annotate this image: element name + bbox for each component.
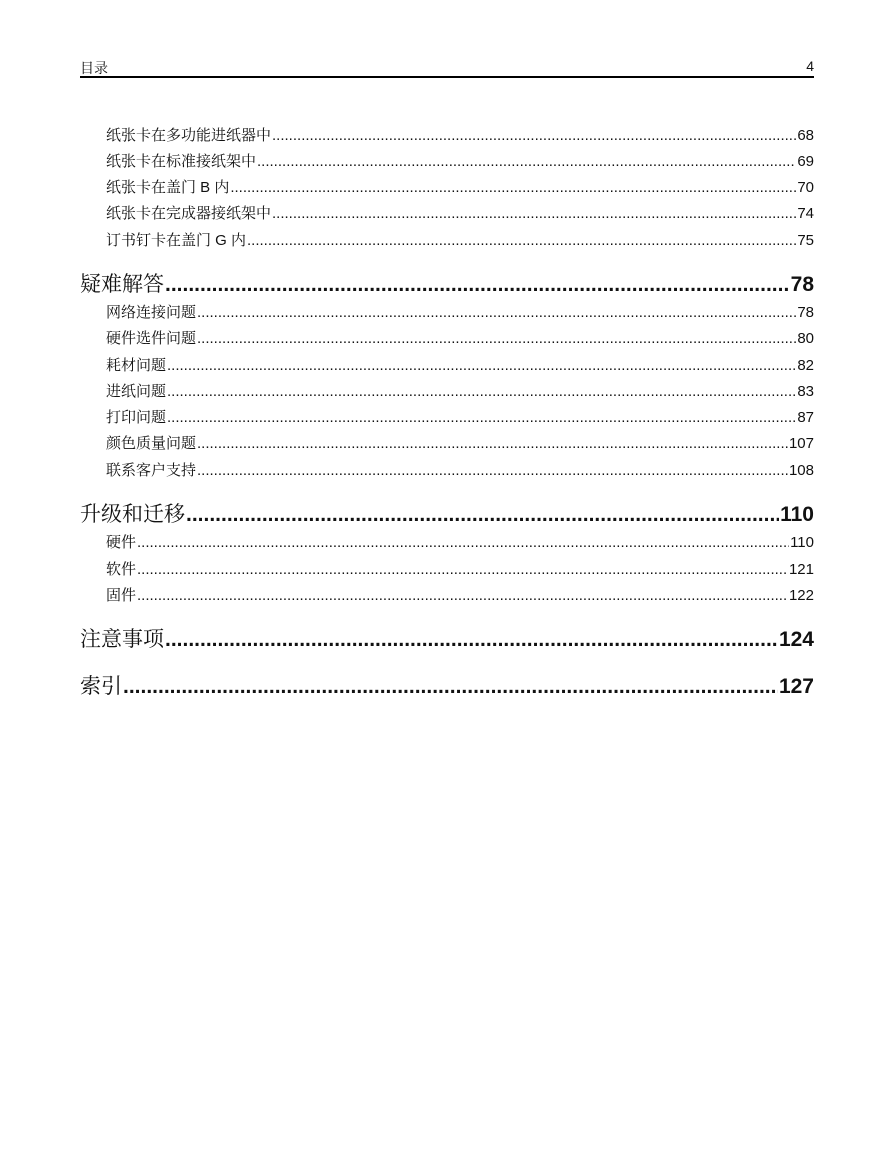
toc-section-page: 78 — [790, 273, 814, 296]
toc-entry-page: 78 — [797, 304, 814, 321]
toc-leader-dots — [247, 232, 796, 249]
toc-leader-dots — [167, 409, 796, 426]
toc-entry-page: 83 — [797, 383, 814, 400]
toc-leader-dots — [197, 304, 796, 321]
toc-section-label: 升级和迁移 — [80, 503, 185, 526]
toc-entry-label: 打印问题 — [106, 409, 167, 426]
toc-entry[interactable] — [106, 301, 814, 321]
toc-section-entry[interactable] — [80, 268, 814, 296]
toc-entry-label: 纸张卡在标准接纸架中 — [106, 153, 257, 170]
toc-section-label: 注意事项 — [80, 628, 164, 651]
toc-entry[interactable] — [106, 380, 814, 400]
toc-entry-label: 耗材问题 — [106, 357, 167, 374]
toc-entry-page: 121 — [788, 561, 814, 578]
header-title: 目录 — [80, 60, 108, 76]
toc-entry-label: 硬件 — [106, 534, 137, 551]
toc-entry-page: 110 — [790, 534, 814, 551]
toc-entry-page: 70 — [797, 179, 814, 196]
toc-entry-page: 82 — [797, 357, 814, 374]
toc-entry-page: 74 — [797, 205, 814, 222]
toc-entry-page: 122 — [788, 587, 814, 604]
toc-entry-label: 网络连接问题 — [106, 304, 197, 321]
toc-entry-label: 订书钉卡在盖门 G 内 — [106, 232, 247, 249]
toc-entry[interactable] — [106, 558, 814, 578]
toc-leader-dots — [257, 153, 796, 170]
toc-leader-dots — [197, 462, 788, 479]
toc-entry-page: 87 — [797, 409, 814, 426]
toc-section-page: 127 — [778, 675, 814, 698]
toc-section-entry[interactable] — [80, 498, 814, 526]
toc-entry[interactable] — [106, 531, 814, 551]
toc-leader-dots — [197, 435, 788, 452]
toc-section-page: 110 — [780, 503, 814, 526]
toc-leader-dots — [137, 534, 789, 551]
toc-entry-label: 硬件选件问题 — [106, 330, 197, 347]
toc-entry-page: 69 — [797, 153, 814, 170]
toc-leader-dots — [165, 273, 790, 296]
toc-entry-label: 纸张卡在盖门 B 内 — [106, 179, 230, 196]
toc-leader-dots — [186, 503, 779, 526]
toc-section-entry[interactable] — [80, 623, 814, 651]
page-header — [80, 58, 814, 78]
toc-leader-dots — [165, 628, 778, 651]
toc-leader-dots — [272, 127, 796, 144]
toc-entry[interactable] — [106, 327, 814, 347]
toc-section-label: 疑难解答 — [80, 273, 164, 296]
toc-entry-page: 75 — [797, 232, 814, 249]
toc-entry-label: 软件 — [106, 561, 137, 578]
toc-section-label: 索引 — [80, 675, 122, 698]
toc-entry[interactable] — [106, 354, 814, 374]
toc-leader-dots — [272, 205, 796, 222]
toc-entry-page: 108 — [788, 462, 814, 479]
toc-entry-page: 80 — [797, 330, 814, 347]
toc-section-page: 124 — [778, 628, 814, 651]
toc-entry[interactable] — [106, 229, 814, 249]
toc-leader-dots — [123, 675, 778, 698]
toc-entry[interactable] — [106, 406, 814, 426]
toc-entry-label: 固件 — [106, 587, 137, 604]
toc-entry-label: 纸张卡在多功能进纸器中 — [106, 127, 272, 144]
toc-entry[interactable] — [106, 432, 814, 452]
toc-entry[interactable] — [106, 584, 814, 604]
header-page-number: 4 — [806, 58, 814, 74]
toc-entry[interactable] — [106, 202, 814, 222]
toc-leader-dots — [230, 179, 796, 196]
toc-entry[interactable] — [106, 459, 814, 479]
toc-entry-label: 联系客户支持 — [106, 462, 197, 479]
toc-entry-label: 纸张卡在完成器接纸架中 — [106, 205, 272, 222]
toc-leader-dots — [137, 561, 788, 578]
toc-entry[interactable] — [106, 150, 814, 170]
toc-section-entry[interactable] — [80, 670, 814, 698]
toc-entry-label: 颜色质量问题 — [106, 435, 197, 452]
toc-entry-label: 进纸问题 — [106, 383, 167, 400]
toc-leader-dots — [167, 357, 796, 374]
toc-leader-dots — [167, 383, 796, 400]
toc-entry[interactable] — [106, 176, 814, 196]
toc-leader-dots — [137, 587, 788, 604]
toc-entry[interactable] — [106, 124, 814, 144]
toc-entry-page: 107 — [788, 435, 814, 452]
toc-entry-page: 68 — [797, 127, 814, 144]
toc-leader-dots — [197, 330, 796, 347]
